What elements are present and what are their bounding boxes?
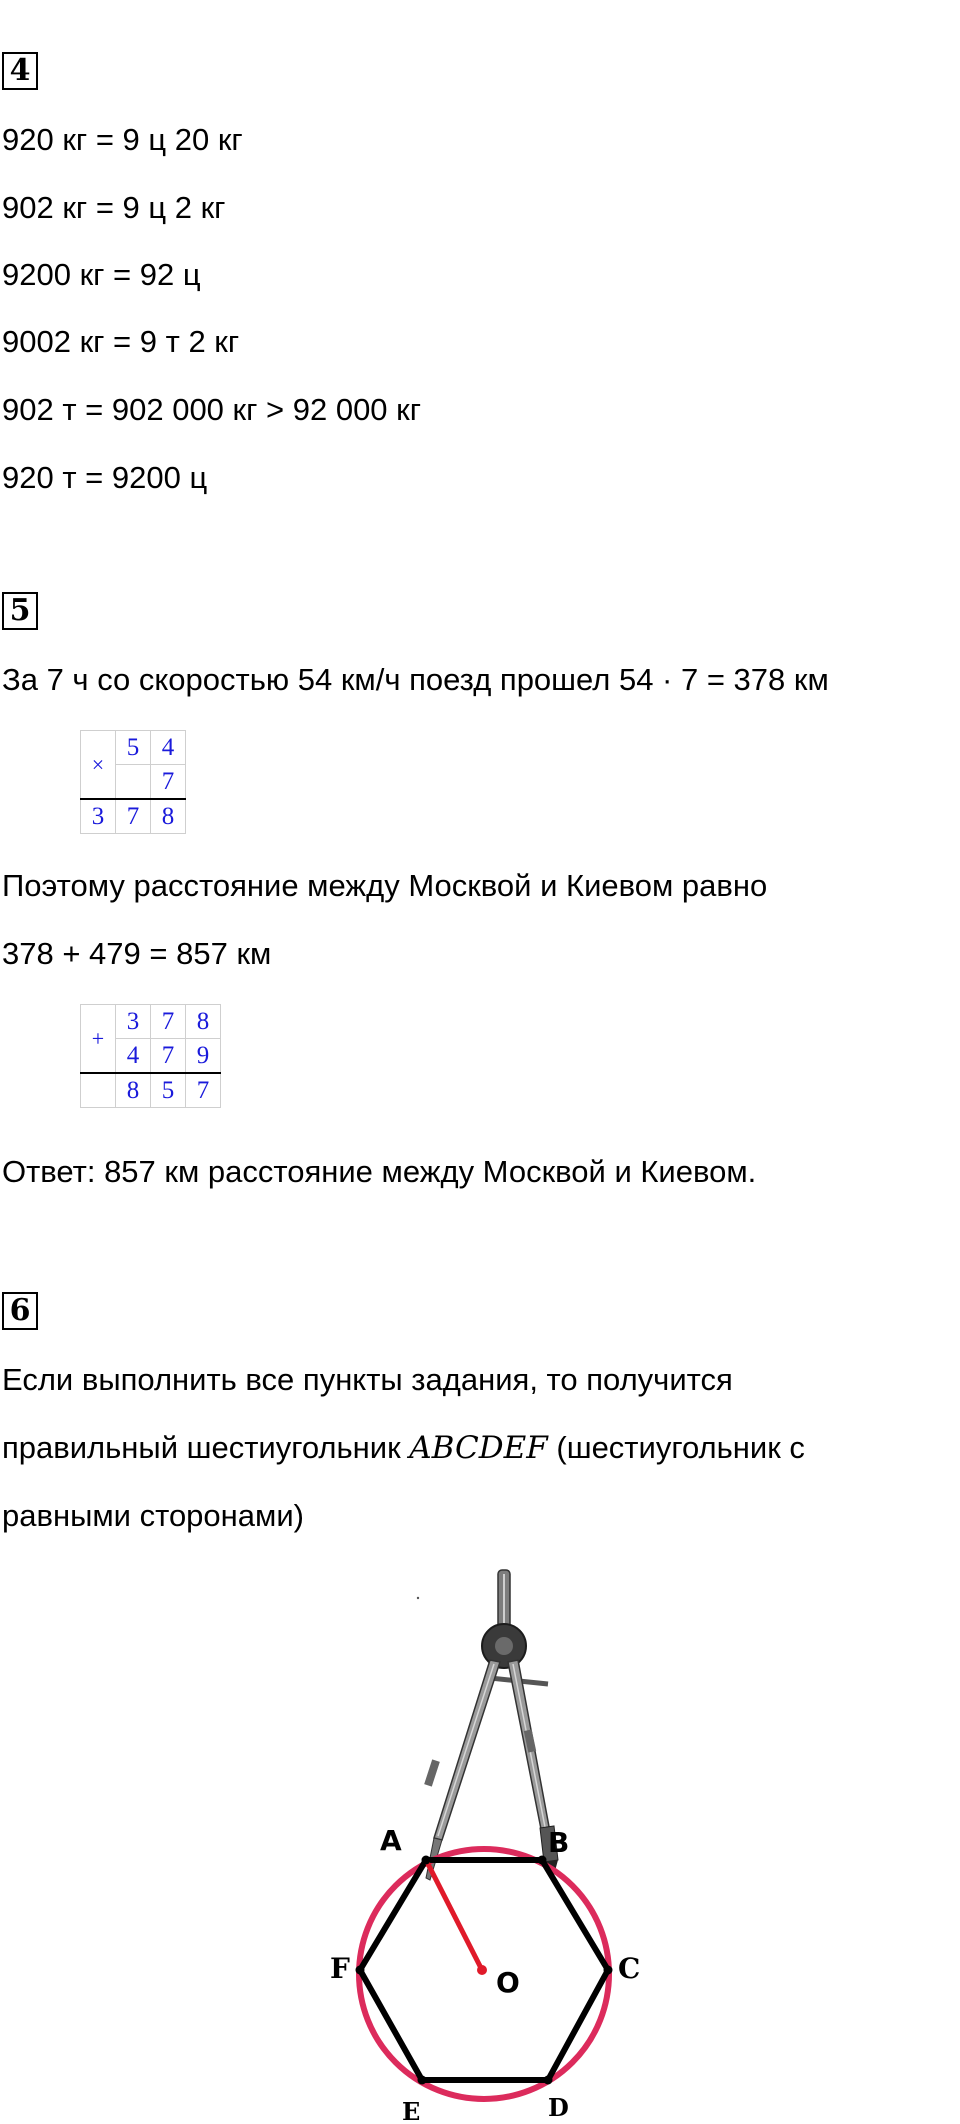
label-f: F	[330, 1952, 350, 1985]
task6-line-2-prefix: правильный шестиугольник	[2, 1430, 410, 1465]
multiplication-table	[80, 730, 186, 834]
compass-icon	[417, 1570, 558, 1882]
multiply-sign: ×	[81, 731, 116, 800]
task4-line-6: 920 т = 9200 ц	[2, 460, 208, 495]
task6-line-2	[2, 1428, 805, 1468]
add-cell: 7	[151, 1039, 186, 1074]
mult-cell: 7	[151, 765, 186, 800]
add-cell: 4	[116, 1039, 151, 1074]
task4-line-2: 902 кг = 9 ц 2 кг	[2, 190, 226, 225]
add-cell: 9	[186, 1039, 221, 1074]
task5-answer: Ответ: 857 км расстояние между Москвой и Киевом.	[2, 1154, 757, 1189]
center-point-o	[477, 1965, 487, 1975]
mult-result-cell: 7	[116, 799, 151, 834]
task6-line-2-suffix: (шестиугольник с	[547, 1430, 805, 1465]
task6-line-1: Если выполнить все пункты задания, то получится	[2, 1362, 733, 1397]
label-a: A	[380, 1824, 402, 1857]
label-b: B	[548, 1826, 570, 1859]
task5-line-1: За 7 ч со скоростью 54 км/ч поезд прошел 54 · 7 = 378 км	[2, 662, 829, 697]
addition-table	[80, 1004, 221, 1108]
task4-line-1: 920 кг = 9 ц 20 кг	[2, 122, 243, 157]
task4-line-3: 9200 кг = 92 ц	[2, 257, 201, 292]
add-result-cell: 7	[186, 1073, 221, 1108]
hexagon-compass-figure	[330, 1560, 650, 2124]
mult-cell: 4	[151, 731, 186, 765]
radius-ao	[426, 1860, 482, 1970]
label-e: E	[402, 2097, 421, 2124]
task5-line-3: 378 + 479 = 857 км	[2, 936, 272, 971]
hexagon-name: ABCDEF	[409, 1430, 548, 1466]
task4-line-4: 9002 кг = 9 т 2 кг	[2, 324, 240, 359]
label-c: C	[618, 1952, 641, 1985]
label-d: D	[548, 2093, 569, 2122]
add-empty-cell	[81, 1073, 116, 1108]
task-number-6: 6	[2, 1292, 38, 1330]
add-cell: 3	[116, 1005, 151, 1039]
add-cell: 7	[151, 1005, 186, 1039]
mult-result-cell: 3	[81, 799, 116, 834]
add-result-cell: 8	[116, 1073, 151, 1108]
add-result-cell: 5	[151, 1073, 186, 1108]
mult-result-cell: 8	[151, 799, 186, 834]
task-number-5: 5	[2, 592, 38, 630]
add-cell: 8	[186, 1005, 221, 1039]
mult-cell	[116, 765, 151, 800]
task4-line-5: 902 т = 902 000 кг > 92 000 кг	[2, 392, 422, 427]
label-o: O	[496, 1966, 520, 1999]
mult-cell: 5	[116, 731, 151, 765]
task5-line-2: Поэтому расстояние между Москвой и Киевом равно	[2, 868, 768, 903]
task6-line-3: равными сторонами)	[2, 1498, 304, 1533]
plus-sign: +	[81, 1005, 116, 1074]
task-number-4: 4	[2, 52, 38, 90]
